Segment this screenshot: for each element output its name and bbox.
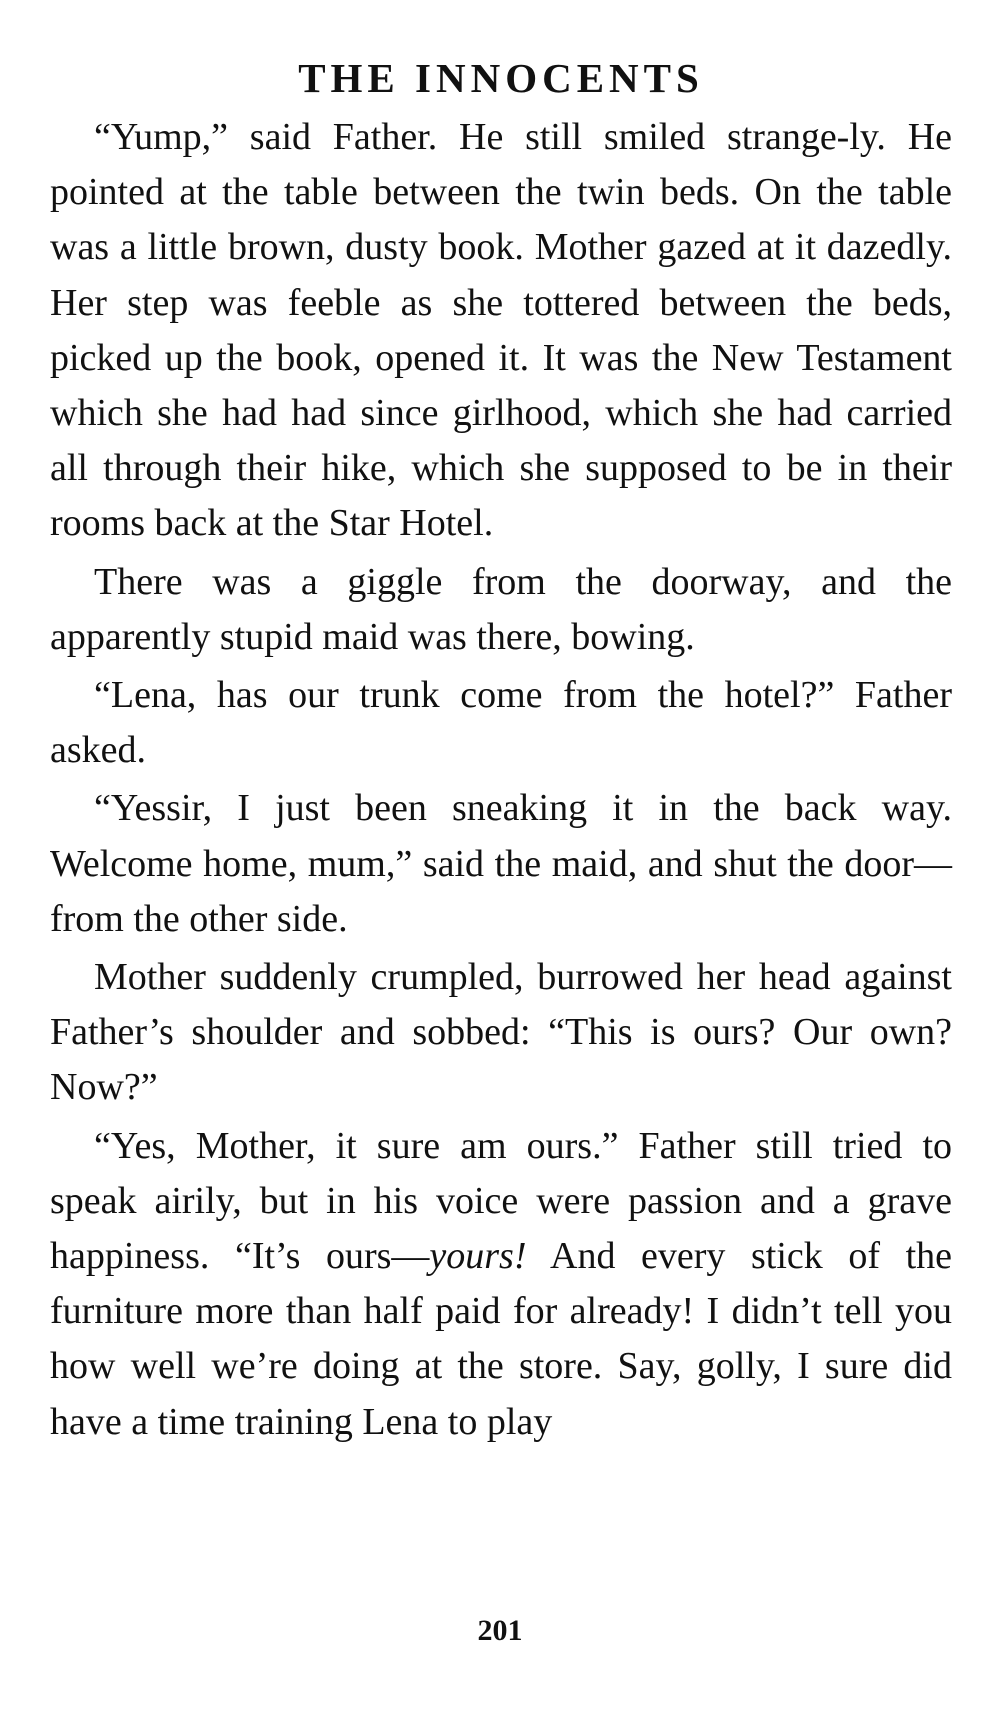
running-head: THE INNOCENTS (298, 55, 704, 101)
paragraph-text: “Lena, has our trunk come from the hotel?” Father asked. (50, 674, 952, 772)
paragraph-3 (50, 668, 952, 778)
page-number: 201 (477, 1614, 523, 1647)
book-page (50, 48, 952, 1453)
paragraph-text: Mother suddenly crumpled, burrowed her head against Father’s shoulder and sobbed: “This is ours? Our own? Now?” (50, 956, 952, 1109)
paragraph-text: “Yump,” said Father. He still smiled strange-ly. He pointed at the table between the twin beds. On the table was a little brown, dusty book. Mother gazed at it dazedly. Her step was feeble as she tottered between the beds, picked up the book, opened it. It was the New Testament which she had had since girlhood, which she had carried all through their hike, which she supposed to be in their rooms back at the Star Hotel. (50, 116, 952, 545)
paragraph-5 (50, 950, 952, 1116)
paragraph-text: “Yes, Mother, it sure am ours.” Father still tried to speak airily, but in his voice were passion and a grave happiness. “It’s ours— (50, 1124, 952, 1278)
paragraph-2 (50, 555, 952, 665)
paragraph-text: There was a giggle from the doorway, and the apparently stupid maid was there, bowing. (50, 560, 952, 658)
paragraph-4 (50, 781, 952, 947)
paragraph-text: “Yessir, I just been sneaking it in the back way. Welcome home, mum,” said the maid, and shut the door—from the other side. (50, 787, 952, 940)
paragraph-italic-text: yours! (429, 1235, 527, 1278)
paragraph-6 (50, 1119, 952, 1450)
paragraph-1 (50, 110, 952, 552)
paragraph-text-continued: And every stick of the furniture more than half paid for already! I didn’t tell you how well we’re doing at the store. Say, golly, I sure did have a time training Lena to play (50, 1235, 952, 1443)
